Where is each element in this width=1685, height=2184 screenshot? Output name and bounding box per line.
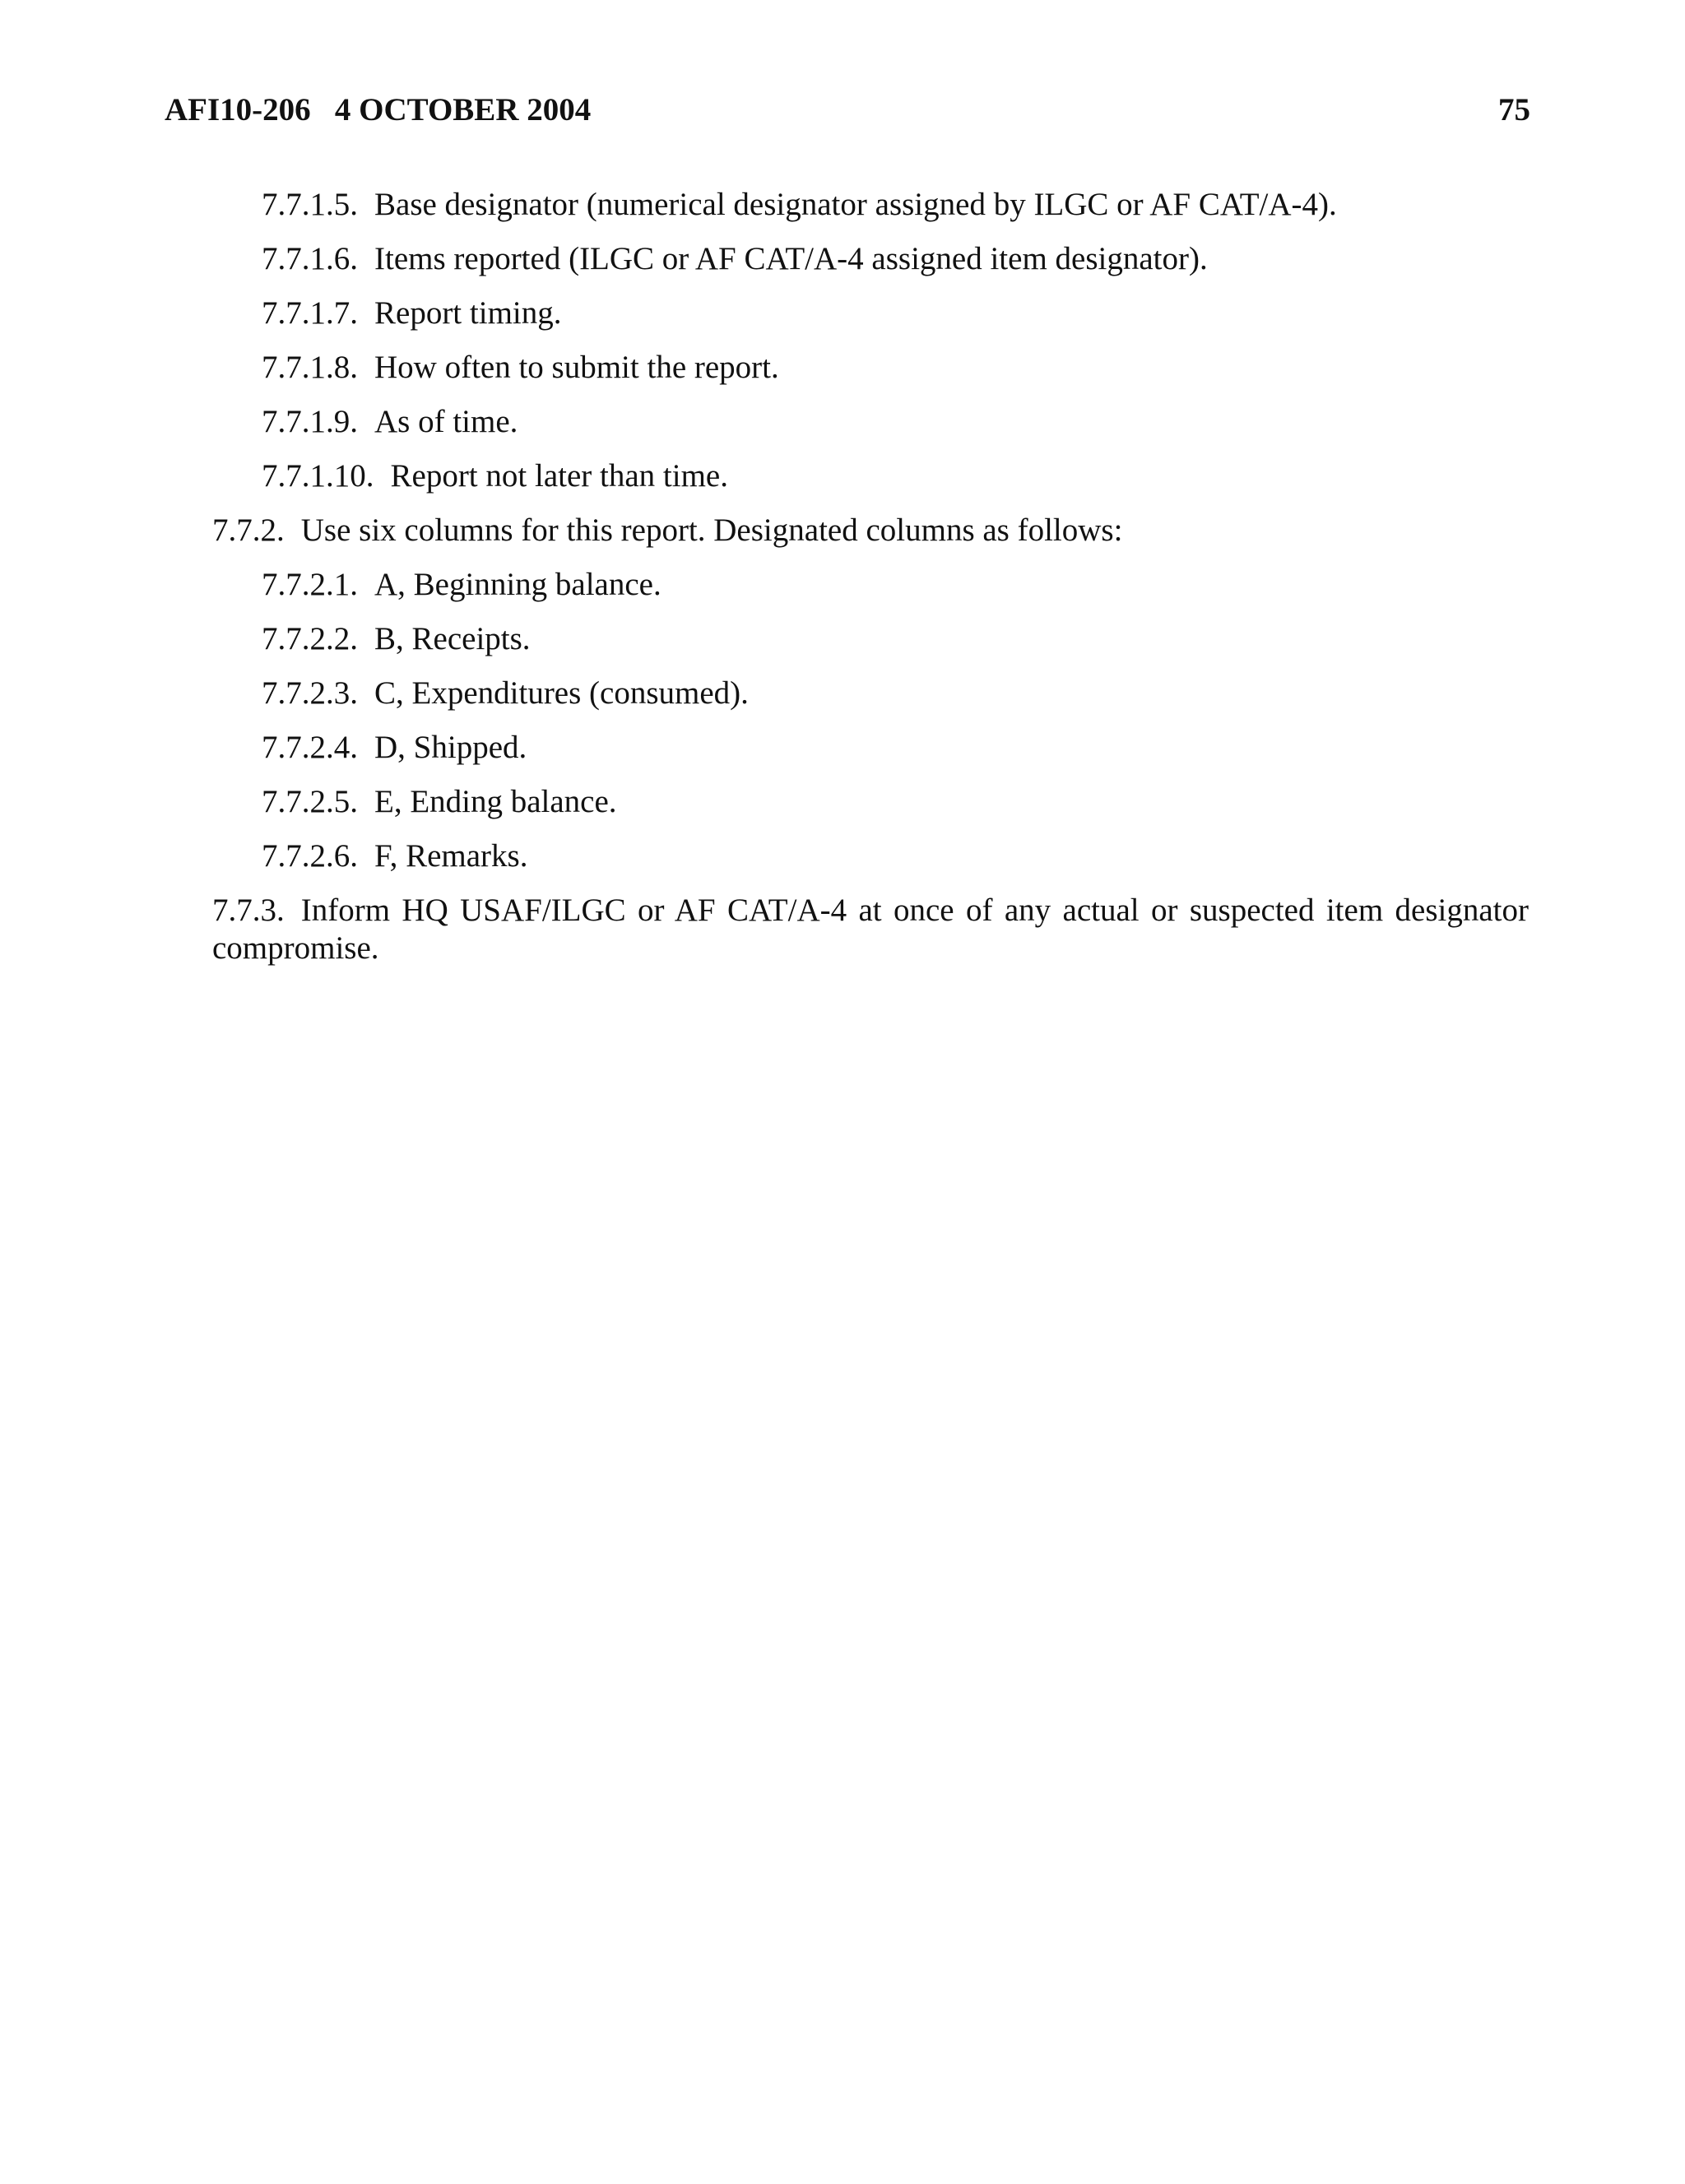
paragraph-text: E, Ending balance. bbox=[374, 784, 617, 819]
paragraph-number: 7.7.1.7. bbox=[262, 295, 358, 331]
paragraph-7-7-2-4 bbox=[262, 729, 1529, 783]
paragraph-7-7-2-2 bbox=[262, 620, 1529, 675]
paragraph-7-7-1-8 bbox=[262, 349, 1529, 403]
page-number: 75 bbox=[1498, 92, 1530, 128]
paragraph-number: 7.7.2. bbox=[212, 512, 285, 548]
paragraph-number: 7.7.2.3. bbox=[262, 675, 358, 711]
paragraph-number: 7.7.2.1. bbox=[262, 567, 358, 602]
paragraph-7-7-1-10 bbox=[262, 457, 1529, 512]
paragraph-text: C, Expenditures (consumed). bbox=[374, 675, 749, 711]
paragraph-7-7-1-7 bbox=[262, 294, 1529, 349]
paragraph-number: 7.7.1.5. bbox=[262, 187, 358, 222]
paragraph-number: 7.7.3. bbox=[212, 893, 285, 928]
paragraph-text: B, Receipts. bbox=[374, 621, 531, 656]
paragraph-7-7-1-5 bbox=[262, 186, 1529, 240]
paragraph-7-7-2-1 bbox=[262, 566, 1529, 620]
paragraph-number: 7.7.1.10. bbox=[262, 458, 374, 494]
paragraph-7-7-2 bbox=[212, 512, 1529, 566]
paragraph-7-7-2-6 bbox=[262, 837, 1529, 892]
paragraph-text: As of time. bbox=[374, 404, 518, 439]
paragraph-text: Inform HQ USAF/ILGC or AF CAT/A-4 at once of any actual or suspected item designator compromise. bbox=[212, 893, 1529, 966]
paragraph-number: 7.7.2.4. bbox=[262, 730, 358, 765]
paragraph-7-7-1-6 bbox=[262, 240, 1529, 294]
paragraph-text: Use six columns for this report. Designated columns as follows: bbox=[300, 512, 1123, 548]
paragraph-number: 7.7.1.9. bbox=[262, 404, 358, 439]
paragraph-number: 7.7.2.5. bbox=[262, 784, 358, 819]
paragraph-number: 7.7.2.2. bbox=[262, 621, 358, 656]
paragraph-text: Items reported (ILGC or AF CAT/A-4 assigned item designator). bbox=[374, 241, 1208, 276]
paragraph-7-7-1-9 bbox=[262, 403, 1529, 457]
paragraph-text: Report timing. bbox=[374, 295, 562, 331]
paragraph-7-7-2-3 bbox=[262, 675, 1529, 729]
paragraph-number: 7.7.1.6. bbox=[262, 241, 358, 276]
paragraph-text: How often to submit the report. bbox=[374, 350, 779, 385]
document-body bbox=[0, 186, 1685, 967]
paragraph-7-7-3 bbox=[212, 892, 1529, 967]
document-id-date: AFI10-206 4 OCTOBER 2004 bbox=[165, 92, 592, 128]
paragraph-text: Report not later than time. bbox=[390, 458, 728, 494]
paragraph-text: D, Shipped. bbox=[374, 730, 527, 765]
paragraph-number: 7.7.2.6. bbox=[262, 838, 358, 874]
paragraph-7-7-2-5 bbox=[262, 783, 1529, 837]
paragraph-text: A, Beginning balance. bbox=[374, 567, 661, 602]
paragraph-text: Base designator (numerical designator assigned by ILGC or AF CAT/A-4). bbox=[374, 187, 1337, 222]
paragraph-number: 7.7.1.8. bbox=[262, 350, 358, 385]
paragraph-text: F, Remarks. bbox=[374, 838, 528, 874]
page-header bbox=[165, 89, 1530, 132]
